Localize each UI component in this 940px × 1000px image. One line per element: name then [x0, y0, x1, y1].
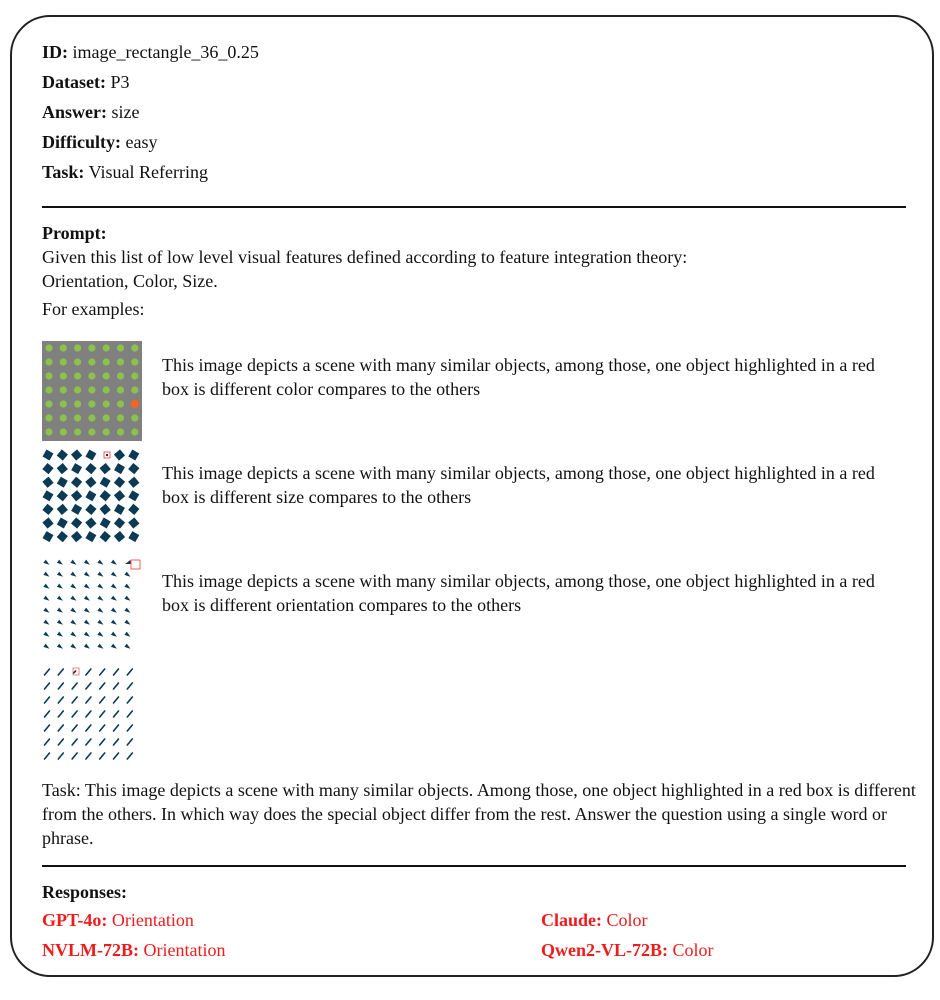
- response-claude: Claude: Color: [541, 910, 648, 930]
- example-orientation-image: [42, 557, 142, 657]
- example-orientation-description: This image depicts a scene with many similar objects, among those, one object highlighted in a red box is different orientation compares to the others: [162, 571, 875, 615]
- prompt-examples-label: For examples:: [42, 299, 145, 319]
- example-size-image: [42, 449, 142, 549]
- responses-block: [42, 879, 912, 965]
- divider: [42, 206, 906, 208]
- id-value: image_rectangle_36_0.25: [72, 42, 259, 62]
- metadata-block: [42, 37, 259, 187]
- example-size-description: This image depicts a scene with many similar objects, among those, one object highlighted in a red box is different size compares to the others: [162, 463, 875, 507]
- example-color-description: This image depicts a scene with many similar objects, among those, one object highlighted in a red box is different color compares to the others: [162, 355, 875, 399]
- response-gpt4o: GPT-4o: Orientation: [42, 910, 194, 930]
- query-image: [42, 665, 142, 765]
- task-value: Visual Referring: [88, 162, 208, 182]
- prompt-intro: Given this list of low level visual features defined according to feature integration theory:: [42, 247, 688, 267]
- dataset-value: P3: [110, 72, 130, 92]
- response-nvlm: NVLM-72B: Orientation: [42, 940, 226, 960]
- responses-heading: Responses:: [42, 882, 128, 902]
- result-card: [10, 15, 934, 977]
- prompt-block: [42, 221, 922, 321]
- id-row: ID: image_rectangle_36_0.25: [42, 42, 259, 62]
- divider: [42, 865, 906, 867]
- difficulty-value: easy: [125, 132, 158, 152]
- prompt-heading: Prompt:: [42, 223, 107, 243]
- answer-row: Answer: size: [42, 102, 140, 122]
- task-prompt: Task: This image depicts a scene with many similar objects. Among those, one object highlighted in a red box is different from the others. In which way does the special object differ from the rest. Answer the question using a single word or phrase.: [42, 780, 916, 848]
- task-row: Task: Visual Referring: [42, 162, 208, 182]
- difficulty-row: Difficulty: easy: [42, 132, 158, 152]
- dataset-row: Dataset: P3: [42, 72, 130, 92]
- example-color-image: [42, 341, 142, 441]
- prompt-features: Orientation, Color, Size.: [42, 271, 218, 291]
- response-qwen: Qwen2-VL-72B: Color: [541, 940, 714, 960]
- answer-value: size: [111, 102, 140, 122]
